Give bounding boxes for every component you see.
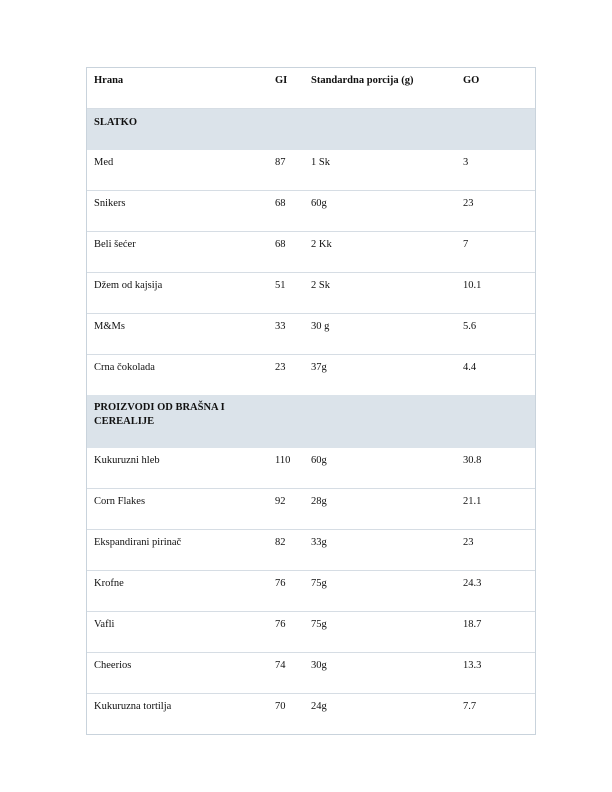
cell-gi: 51 (275, 273, 311, 314)
cell-portion: 75g (311, 612, 463, 653)
table-row (87, 612, 535, 653)
section-row-slatko (87, 109, 535, 151)
cell-food: Krofne (87, 571, 275, 612)
cell-food: Corn Flakes (87, 489, 275, 530)
cell-go: 13.3 (463, 653, 535, 694)
cell-go: 30.8 (463, 448, 535, 489)
cell-food: Snikers (87, 191, 275, 232)
cell-portion: 33g (311, 530, 463, 571)
header-go: GO (463, 68, 535, 109)
cell-gi: 70 (275, 701, 286, 712)
table-row (87, 571, 535, 612)
cell-gi: 76 (275, 612, 311, 653)
table-row (87, 694, 535, 735)
section-title-text: SLATKO (94, 117, 137, 128)
cell-go: 21.1 (463, 489, 535, 530)
cell-go: 7.7 (463, 701, 477, 712)
cell-gi: 82 (275, 530, 311, 571)
cell-portion: 2 Sk (311, 273, 463, 314)
table-row (87, 191, 535, 232)
cell-gi: 23 (275, 362, 286, 373)
cell-gi: 110 (275, 448, 311, 489)
cell-food: Ekspandirani pirinač (87, 530, 275, 571)
cell-food: Med (87, 150, 275, 191)
cell-gi: 74 (275, 653, 311, 694)
cell-gi: 33 (275, 314, 311, 355)
cell-food: M&Ms (87, 314, 275, 355)
table-row (87, 448, 535, 489)
cell-portion: 60g (311, 191, 463, 232)
section-title (87, 109, 535, 151)
cell-food: Vafli (87, 612, 275, 653)
cell-portion: 60g (311, 448, 463, 489)
cell-portion: 24g (311, 701, 327, 712)
cell-food: Beli šećer (87, 232, 275, 273)
cell-portion: 1 Sk (311, 150, 463, 191)
header-gi: GI (275, 68, 311, 109)
cell-food: Kukuruzni hleb (87, 448, 275, 489)
cell-gi: 76 (275, 571, 311, 612)
cell-portion: 37g (311, 362, 327, 373)
cell-go: 24.3 (463, 571, 535, 612)
table-row (87, 530, 535, 571)
section-title-text: PROIZVODI OD BRAŠNA I CEREALIJE (94, 402, 225, 427)
cell-food: Kukuruzna tortilja (94, 701, 172, 712)
cell-portion: 28g (311, 489, 463, 530)
cell-go: 5.6 (463, 314, 535, 355)
cell-go: 18.7 (463, 612, 535, 653)
cell-go: 3 (463, 150, 535, 191)
header-food: Hrana (87, 68, 275, 109)
cell-portion: 75g (311, 571, 463, 612)
cell-go: 10.1 (463, 273, 535, 314)
glycemic-table-container (86, 67, 536, 735)
glycemic-table (87, 68, 535, 734)
cell-portion: 2 Kk (311, 232, 463, 273)
table-row (87, 273, 535, 314)
cell-go: 23 (463, 191, 535, 232)
table-row (87, 314, 535, 355)
cell-food: Crna čokolada (94, 362, 155, 373)
cell-food: Džem od kajsija (87, 273, 275, 314)
table-row (87, 232, 535, 273)
cell-go: 7 (463, 232, 535, 273)
table-header-row (87, 68, 535, 109)
cell-gi: 68 (275, 232, 311, 273)
cell-portion: 30g (311, 653, 463, 694)
cell-go: 23 (463, 530, 535, 571)
cell-gi: 87 (275, 150, 311, 191)
section-row-brasno (87, 395, 535, 448)
header-portion: Standardna porcija (g) (311, 68, 463, 109)
cell-go: 4.4 (463, 362, 477, 373)
section-title (87, 395, 535, 448)
cell-food: Cheerios (87, 653, 275, 694)
table-row (87, 150, 535, 191)
table-row (87, 489, 535, 530)
cell-gi: 92 (275, 489, 311, 530)
cell-gi: 68 (275, 191, 311, 232)
table-row (87, 653, 535, 694)
table-row (87, 355, 535, 396)
cell-portion: 30 g (311, 314, 463, 355)
